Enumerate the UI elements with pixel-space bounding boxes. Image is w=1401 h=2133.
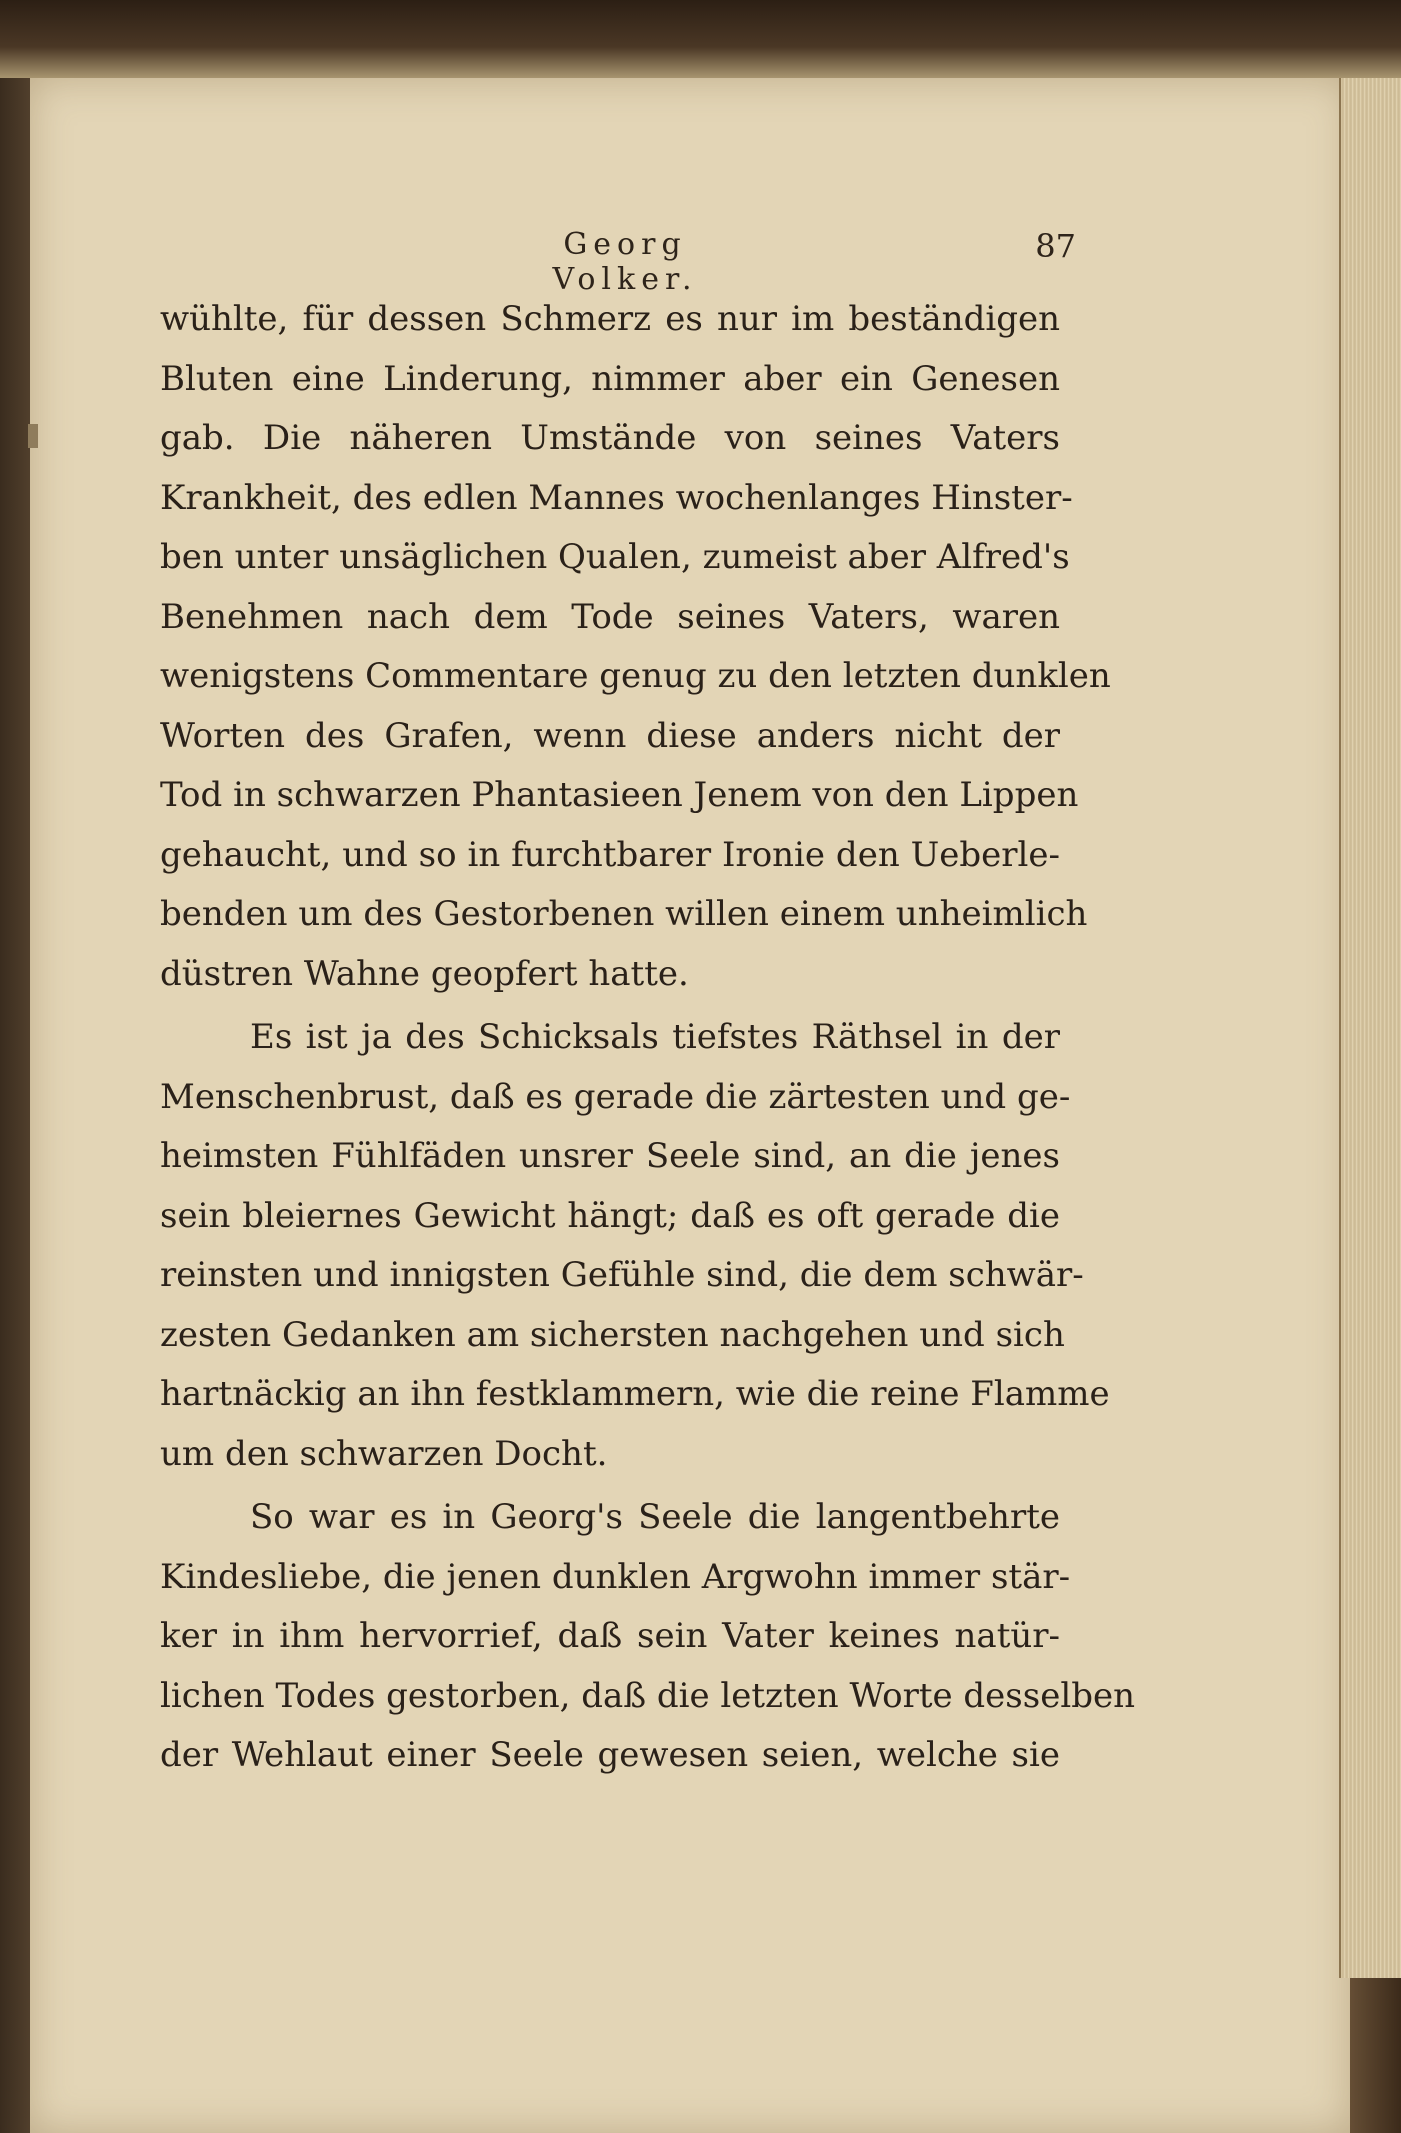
text-line: ker in ihm hervorrief, daß sein Vater keines natür-: [160, 1616, 1060, 1656]
text-line: um den schwarzen Docht.: [160, 1433, 608, 1474]
page-fore-edge: [1339, 78, 1401, 1978]
paragraph: [160, 290, 1111, 1004]
text-line: Worten des Grafen, wenn diese anders nicht der: [160, 715, 1060, 756]
text-line: ben unter unsäglichen Qualen, zumeist aber Alfred's: [160, 537, 1070, 577]
text-line: wühlte, für dessen Schmerz es nur im beständigen: [160, 299, 1060, 339]
text-line: düstren Wahne geopfert hatte.: [160, 953, 689, 994]
paragraph: [160, 1008, 1110, 1484]
paragraph: [160, 1488, 1135, 1786]
text-line: heimsten Fühlfäden unsrer Seele sind, an die jenes: [160, 1136, 1060, 1176]
text-line: wenigstens Commentare genug zu den letzten dunklen: [160, 656, 1111, 696]
text-line: hartnäckig an ihn festklammern, wie die reine Flamme: [160, 1374, 1110, 1414]
text-line: Es ist ja des Schicksals tiefstes Räthsel in der: [250, 1017, 1060, 1057]
text-line: gehaucht, und so in furchtbarer Ironie den Ueberle-: [160, 834, 1060, 875]
text-line: Benehmen nach dem Tode seines Vaters, waren: [160, 596, 1060, 637]
text-line: Kindesliebe, die jenen dunklen Argwohn immer stär-: [160, 1556, 1071, 1597]
text-line: reinsten und innigsten Gefühle sind, die dem schwär-: [160, 1255, 1084, 1295]
body-text: [160, 290, 1135, 1786]
text-line: gab. Die näheren Umstände von seines Vaters: [160, 418, 1060, 458]
text-line: lichen Todes gestorben, daß die letzten Worte desselben: [160, 1675, 1135, 1716]
text-line: der Wehlaut einer Seele gewesen seien, welche sie: [160, 1735, 1060, 1775]
book-top-edge: [0, 0, 1401, 78]
text-line: Krankheit, des edlen Mannes wochenlanges Hinster-: [160, 477, 1073, 518]
text-line: Menschenbrust, daß es gerade die zärtesten und ge-: [160, 1076, 1071, 1117]
text-line: Bluten eine Linderung, nimmer aber ein Genesen: [160, 358, 1060, 399]
spine-mark: [28, 424, 38, 448]
text-line: benden um des Gestorbenen willen einem unheimlich: [160, 894, 1088, 934]
text-line: Tod in schwarzen Phantasieen Jenem von den Lippen: [160, 775, 1079, 815]
text-line: zesten Gedanken am sichersten nachgehen und sich: [160, 1314, 1065, 1355]
text-line: sein bleiernes Gewicht hängt; daß es oft gerade die: [160, 1195, 1060, 1236]
running-head: Georg Volker.: [552, 227, 698, 297]
page-number: 87: [1035, 227, 1076, 265]
text-line: So war es in Georg's Seele die langentbehrte: [250, 1497, 1060, 1537]
